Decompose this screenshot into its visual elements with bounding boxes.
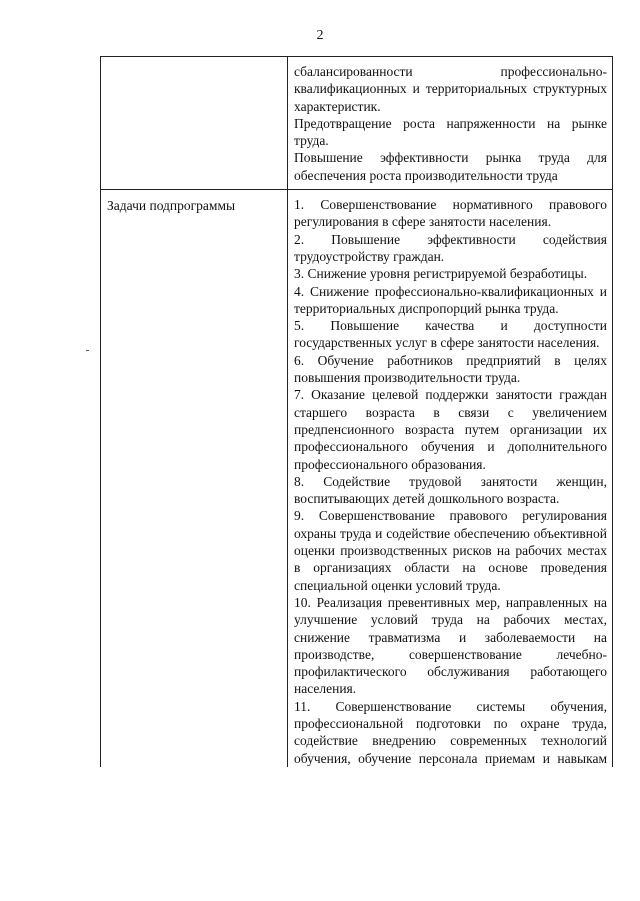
page-number: 2 — [316, 28, 324, 43]
task-item: 5. Повышение качества и доступности государственных услуг в сфере занятости населения. — [294, 318, 607, 351]
task-item: 6. Обучение работников предприятий в целях повышения производительности труда. — [294, 352, 607, 386]
task-item: 8. Содействие трудовой занятости женщин, воспитывающих детей дошкольного возраста. — [294, 473, 607, 507]
scan-speck — [86, 350, 89, 351]
goal-paragraph: Повышение эффективности рынка труда для обеспечения роста производительности труда — [294, 150, 607, 183]
row-content-goals — [288, 57, 613, 190]
row-label-tasks: Задачи подпрограммы — [101, 190, 288, 767]
task-item: 3. Снижение уровня регистрируемой безработицы. — [294, 266, 588, 282]
task-item: 2. Повышение эффективности содействия трудоустройству граждан. — [294, 231, 607, 264]
task-item: 10. Реализация превентивных мер, направленных на улучшение условий труда на рабочих местах, снижение травматизма и заболеваемости на производстве, совершенствование лечебно-профилактического обслуживания работающего населения. — [294, 594, 607, 697]
row-content-tasks — [288, 190, 613, 767]
goal-paragraph: Предотвращение роста напряженности на рынке труда. — [294, 115, 607, 149]
task-item: 11. Совершенствование системы обучения, профессиональной подготовки по охране труда, содействие внедрению современных технологий обучения, обучение персонала приемам и навыкам — [294, 698, 607, 766]
row-label-empty — [101, 57, 288, 190]
goal-paragraph: сбалансированности профессионально-квалификационных и территориальных структурных характеристик. — [294, 64, 607, 114]
table-row-tasks — [101, 190, 613, 767]
table-row-continued — [101, 57, 613, 190]
task-item: 9. Совершенствование правового регулирования охраны труда и содействие обеспечению объективной оценки производственных рисков на рабочих местах в организациях области на основе проведения специальной оценки условий труда. — [294, 508, 607, 593]
task-item: 1. Совершенствование нормативного правового регулирования в сфере занятости населения. — [294, 197, 607, 230]
task-item: 4. Снижение профессионально-квалификационных и территориальных диспропорций рынка труда. — [294, 283, 607, 316]
program-passport-table — [100, 56, 613, 767]
task-item: 7. Оказание целевой поддержки занятости граждан старшего возраста в связи с увеличением предпенсионного возраста путем организации их профессионального обучения и дополнительного профессионального образования. — [294, 387, 607, 472]
